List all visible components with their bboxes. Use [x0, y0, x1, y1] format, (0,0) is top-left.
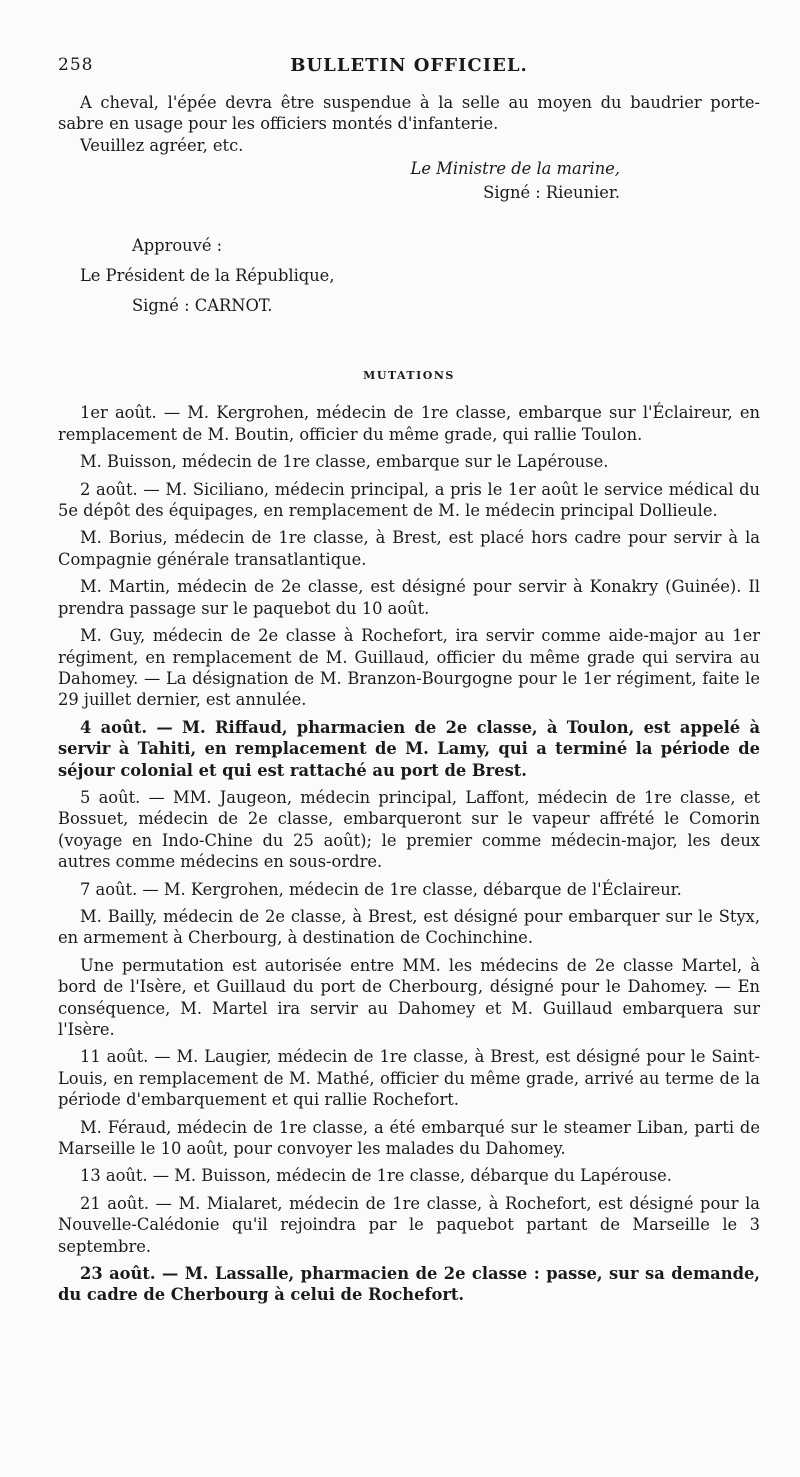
mutation-entry — [58, 527, 760, 570]
approval-signature: Signé : CARNOT. — [132, 296, 273, 316]
signature-name: Signé : Rieunier. — [483, 182, 620, 202]
closing-paragraph: A cheval, l'épée devra être suspendue à la selle au moyen du baudrier porte-sabre en usage pour les officiers montés d'infanterie. — [58, 93, 760, 134]
entry-text: MM. Jaugeon, médecin principal, Laffont, médecin de 1re classe, et Bossuet, médecin de 2e classe, embarqueront sur le vapeur affrété le Comorin (voyage en Indo-Chine du 25 août); le premier comme médecin-major, les deux autres comme médecins en sous-ordre. — [58, 787, 760, 872]
entry-text: Une permutation est autorisée entre MM. les médecins de 2e classe Martel, à bord de l'Isère, et Guillaud du port de Cherbourg, désigné pour le Dahomey. — En conséquence, M. Martel ira servir au Dahomey et M. Guillaud embarquera sur l'Isère. — [58, 955, 760, 1039]
presidential-approval — [80, 231, 760, 321]
entry-text: M. Bailly, médecin de 2e classe, à Brest, est désigné pour embarquer sur le Styx, en armement à Cherbourg, à destination de Cochinchine. — [58, 906, 760, 948]
entry-text: M. Guy, médecin de 2e classe à Rochefort, ira servir comme aide-major au 1er régiment, en remplacement de M. Guillaud, officier du même grade qui servira au Dahomey. — La désignation de M. Branzon-Bourgogne pour le 1er régiment, faite le 29 juillet dernier, est annulée. — [58, 626, 760, 710]
entry-text: M. Buisson, médecin de 1re classe, débarque du Lapérouse. — [174, 1166, 672, 1186]
mutation-entry: 7 août. — M. Kergrohen, médecin de 1re classe, débarque de l'Éclaireur. — [80, 879, 682, 899]
mutation-entry — [58, 576, 760, 619]
entry-text: M. Laugier, médecin de 1re classe, à Brest, est désigné pour le Saint-Louis, en remplacement de M. Mathé, officier du même grade, arrivé au terme de la période d'embarquement et qui rallie Rochefort. — [58, 1047, 760, 1110]
mutation-entry — [58, 955, 760, 1041]
mutation-entry — [58, 451, 760, 472]
entry-text: M. Kergrohen, médecin de 1re classe, embarque sur l'Éclaireur, en remplacement de M. Boutin, officier du même grade, qui rallie Toulon. — [58, 403, 760, 444]
mutation-entry: 11 août. — M. Laugier, médecin de 1re classe, à Brest, est désigné pour le Saint-Louis, en remplacement de M. Mathé, officier du même grade, arrivé au terme de la période d'embarquement et qui rallie Rochefort. — [58, 1047, 760, 1110]
mutation-entry: 21 août. — M. Mialaret, médecin de 1re classe, à Rochefort, est désigné pour la Nouvelle-Calédonie qu'il rejoindra par le paquebot partant de Marseille le 3 septembre. — [58, 1193, 761, 1256]
mutation-entry — [58, 625, 760, 711]
approval-president: Le Président de la République, — [80, 266, 335, 286]
entry-date: 1er août. — [80, 403, 157, 423]
page-number: 258 — [58, 55, 94, 75]
mutation-entry — [58, 1117, 760, 1160]
entry-text: M. Lassalle, pharmacien de 2e classe : passe, sur sa demande, du cadre de Cherbourg à celui de Rochefort. — [58, 1264, 760, 1305]
entry-date: 5 août. — [80, 787, 141, 807]
entry-text: M. Mialaret, médecin de 1re classe, à Rochefort, est désigné pour la Nouvelle-Calédonie qu'il rejoindra par le paquebot partant de Marseille le 3 septembre. — [58, 1193, 761, 1256]
entry-date: 21 août. — [80, 1193, 150, 1213]
mutation-entry: 4 août. — M. Riffaud, pharmacien de 2e classe, à Toulon, est appelé à servir à Tahiti, en remplacement de M. Lamy, qui a terminé la période de séjour colonial et qui est rattaché au port de Brest. — [58, 717, 760, 780]
entry-text: M. Martin, médecin de 2e classe, est désigné pour servir à Konakry (Guinée). Il prendra passage sur le paquebot du 10 août. — [58, 577, 760, 618]
page-header — [58, 55, 760, 85]
entry-text: M. Riffaud, pharmacien de 2e classe, à Toulon, est appelé à servir à Tahiti, en remplacement de M. Lamy, qui a terminé la période de séjour colonial et qui est rattaché au port de Brest. — [58, 717, 760, 780]
approval-line: Approuvé : — [132, 236, 223, 256]
minister-signature — [58, 158, 760, 203]
entry-text: M. Buisson, médecin de 1re classe, embarque sur le Lapérouse. — [80, 452, 609, 472]
entry-date: 13 août. — [80, 1166, 148, 1186]
mutation-entry — [58, 906, 760, 949]
entry-text: M. Féraud, médecin de 1re classe, a été embarqué sur le steamer Liban, parti de Marseille le 10 août, pour convoyer les malades du Dahomey. — [58, 1117, 760, 1159]
entry-text: M. Borius, médecin de 1re classe, à Brest, est placé hors cadre pour servir à la Compagnie générale transatlantique. — [58, 528, 760, 569]
section-title: MUTATIONS — [363, 369, 455, 383]
entry-date: 2 août. — [80, 479, 138, 499]
mutations-list — [58, 402, 760, 1305]
closing-salutation: Veuillez agréer, etc. — [80, 135, 244, 155]
entry-date: 4 août. — [80, 717, 148, 737]
entry-text: M. Kergrohen, médecin de 1re classe, débarque de l'Éclaireur. — [163, 879, 682, 899]
mutation-entry: 2 août. — M. Siciliano, médecin principal, a pris le 1er août le service médical du 5e dépôt des équipages, en remplacement de M. le médecin principal Dollieule. — [58, 479, 761, 521]
mutation-entry: 23 août. — M. Lassalle, pharmacien de 2e classe : passe, sur sa demande, du cadre de Cherbourg à celui de Rochefort. — [58, 1264, 760, 1305]
mutation-entry: 5 août. — MM. Jaugeon, médecin principal, Laffont, médecin de 1re classe, et Bossuet, médecin de 2e classe, embarqueront sur le vapeur affrété le Comorin (voyage en Indo-Chine du 25 août); le premier comme médecin-major, les deux autres comme médecins en sous-ordre. — [58, 787, 760, 872]
mutation-entry: 1er août. — M. Kergrohen, médecin de 1re classe, embarque sur l'Éclaireur, en remplacement de M. Boutin, officier du même grade, qui rallie Toulon. — [58, 403, 760, 444]
entry-date: 23 août. — [80, 1264, 156, 1284]
entry-date: 11 août. — [80, 1047, 149, 1067]
entry-text: M. Siciliano, médecin principal, a pris le 1er août le service médical du 5e dépôt des équipages, en remplacement de M. le médecin principal Dollieule. — [58, 479, 761, 521]
running-title: BULLETIN OFFICIEL. — [290, 55, 528, 76]
page-body — [58, 92, 760, 1312]
entry-date: 7 août. — [80, 879, 138, 899]
signature-title: Le Ministre de la marine, — [410, 159, 620, 179]
mutation-entry: 13 août. — M. Buisson, médecin de 1re classe, débarque du Lapérouse. — [80, 1166, 672, 1186]
